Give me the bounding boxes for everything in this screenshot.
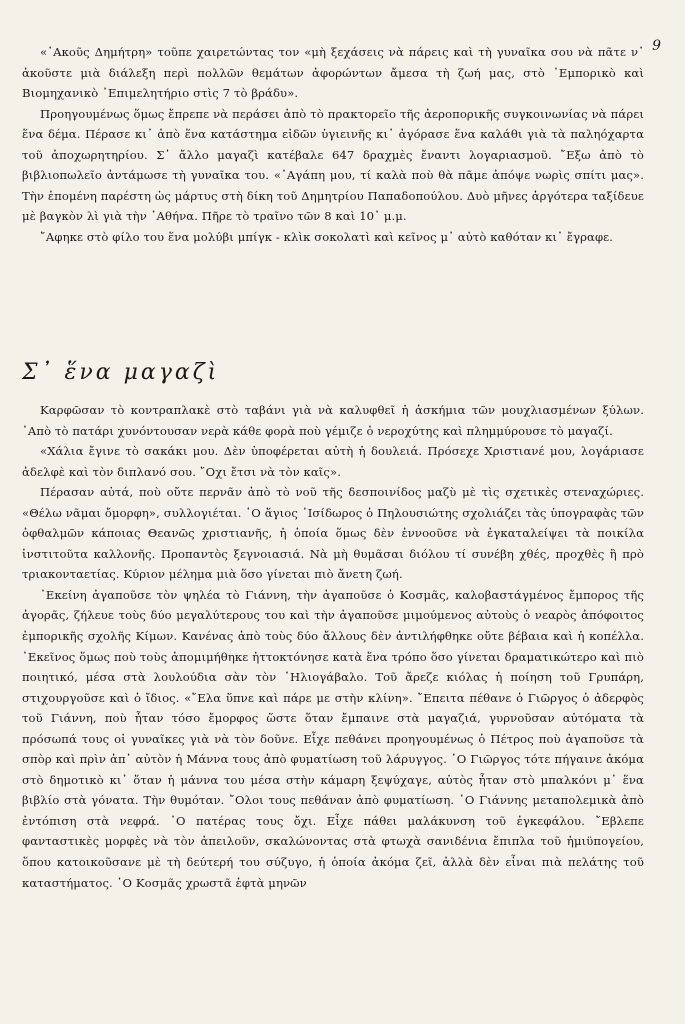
paragraph: ῎Αφηκε στὸ φίλο του ἕνα μολύβι μπίγκ - κλὶκ σοκολατὶ καὶ κεῖνος μ᾿ αὐτὸ καθόταν κι᾿ ἔγραφε.: [40, 229, 614, 244]
paragraph: ᾿Εκείνη ἀγαποῦσε τὸν ψηλέα τὸ Γιάννη, τὴν ἀγαποῦσε ὁ Κοσμᾶς, καλοβαστάγμένος ἔμπορος τῆς ἀγορᾶς, ζήλευε τοὺς δύο μεγαλύτερους του καὶ τὴν ἀγαποῦσε μιμούμενος αὐτοὺς ὁ νεαρὸς ἀπόφοιτος ἐμπορικῆς σχολῆς Κίμων. Κανένας ἀπὸ τοὺς δύο ἄλλους δὲν ἀντιλήφθηκε οὔτε βέβαια καὶ ἡ κοπέλλα. ᾿Εκεῖνος ὅμως ποὺ τοὺς ἀπομιμήθηκε ἠττοκτόνησε κατὰ ἕνα τρόπο ὅσο γίνεται δραματικώτερο καὶ πιὸ ποιητικό, μέσα στὰ λουλούδια σὰν τὸν ῾Ηλιογάβαλο. Τοῦ ἄρεζε κιόλας ἡ ποίηση τοῦ Γρυπάρη, στιχουργοῦσε καὶ ὁ ἴδιος. «῎Ελα ὕπνε καὶ πάρε με στὴν κλίνη». ῎Επειτα πέθανε ὁ Γιῶργος ὁ ἀδερφὸς τοῦ Γιάννη, ποὺ ἦταν τόσο ἔμορφος ὥστε ὅταν ἔμπαινε στὰ μαγαζιά, γυρνοῦσαν αὐτόματα τὰ πρόσωπά τους οἱ γυναῖκες γιὰ νὰ τὸν δοῦνε. Εἶχε πεθάνει προηγουμένως ὁ Πέτρος ποὺ ἀγαποῦσε τὰ σπὸρ καὶ πρὶν ἀπ᾿ αὐτὸν ἡ Μάννα τους ἀπὸ φυματίωση τοῦ λάρυγγος. ῾Ο Γιῶργος τότε πήγαινε ἀκόμα στὸ δημοτικὸ κι᾿ ὅταν ἡ μάννα του μέσα στὴν κάμαρη ξεψύχαγε, αὐτὸς ἦταν στὸ μπαλκόνι μ᾿ ἕνα βιβλίο στὰ γόνατα. Τὴν θυμόταν. ῎Ολοι τους πεθάναν ἀπὸ φυματίωση. ῾Ο Γιάννης μεταπολεμικὰ ἀπὸ ἐντόπιση στὰ νεφρά. ῾Ο πατέρας τους ὄχι. Εἶχε πάθει μαλάκυνση τοῦ ἐγκεφάλου. ῎Εβλεπε φανταστικὲς μορφὲς νὰ τὸν ἀπειλοῦν, σκαλώνοντας στὰ φτωχὰ σανιδένια ἔπιπλα τοῦ ἡμιϋπογείου, ὅπου κατοικοῦσανε μὲ τὴ δεύτερή του σύζυγο, ἡ ὁποία ἀκόμα ζεῖ, ἀλλὰ δὲν εἶναι πιὰ πελάτης τοῦ καταστήματος. ῾Ο Κοσμᾶς χρωστᾶ ἑφτὰ μηνῶν: [22, 587, 644, 890]
paragraph: «Χάλια ἔγινε τὸ σακάκι μου. Δὲν ὑποφέρεται αὐτὴ ἡ δουλειά. Πρόσεχε Χριστιανέ μου, λογάριασε ἀδελφὲ καὶ τὸν διπλανό σου. ῎Οχι ἔτσι νὰ τὸν καῖς».: [22, 444, 644, 479]
page-number: 9: [652, 38, 661, 54]
paragraph: Προηγουμένως ὅμως ἔπρεπε νὰ περάσει ἀπὸ τὸ πρακτορεῖο τῆς ἀεροπορικῆς συγκοινωνίας νὰ πάρει ἕνα δέμα. Πέρασε κι᾿ ἀπὸ ἕνα κατάστημα εἰδῶν ὑγιεινῆς κι᾿ ἀγόρασε ἕνα καλάθι γιὰ τὰ παληόχαρτα τοῦ ἀποχωρητηρίου. Σ᾿ ἄλλο μαγαζὶ κατέβαλε 647 δραχμὲς ἔναντι λογαριασμοῦ. ῎Εξω ἀπὸ τὸ βιβλιοπωλεῖο ἀντάμωσε τὴ γυναῖκα του. «᾿Αγάπη μου, τί καλὰ ποὺ θὰ πᾶμε ἀπόψε νωρὶς σπίτι μας». Τὴν ἑπομένη παρέστη ὡς μάρτυς στὴ δίκη τοῦ Δημητρίου Παπαδοπούλου. Δυὸ μῆνες ἀργότερα ταξίδευε μὲ βαγκὸν λὶ γιὰ τὴν ᾿Αθήνα. Πῆρε τὸ τραῖνο τῶν 8 καὶ 10᾿ μ.μ.: [22, 106, 644, 224]
paragraph: «῾Ακοῦς Δημήτρη» τοῦπε χαιρετώντας τον «μὴ ξεχάσεις νὰ πάρεις καὶ τὴ γυναῖκα σου νὰ πᾶτε ν᾿ ἀκοῦστε μιὰ διάλεξη περὶ πολλῶν θεμάτων ἀφορώντων ἄμεσα τὴ ζωή μας, στὸ ᾿Εμπορικὸ καὶ Βιομηχανικὸ ᾿Επιμελητήριο στὶς 7 τὸ βράδυ».: [22, 45, 644, 101]
section-title: Σ᾿ ἕνα μαγαζὶ: [22, 360, 220, 385]
paragraph: Πέρασαν αὐτά, ποὺ οὔτε περνᾶν ἀπὸ τὸ νοῦ τῆς δεσποινίδος μαζὺ μὲ τὶς σχετικὲς στεναχώριες. «Θέλω νᾶμαι ὄμορφη», συλλογιέται. ῾Ο ἅγιος ᾿Ισίδωρος ὁ Πηλουσιώτης σχολιάζει τὰς ὑπογραφὰς τῶν ὀφθαλμῶν κάποιας Θεανῶς χριστιανῆς, ἡ ὁποία ὅμως δὲν ἐννοοῦσε νὰ ἐγκαταλείψει τὰ ποικίλα ἰνστιτοῦτα καλλονῆς. Προπαντὸς ξεγνοιασιά. Νὰ μὴ θυμᾶσαι διόλου τί συνέβη χθές, προχθὲς ἢ πρὸ τριακονταετίας. Κύριον μέλημα μιὰ ὅσο γίνεται πιὸ ἄνετη ζωή.: [22, 485, 644, 582]
section-body: [22, 400, 644, 893]
intro-text: [22, 42, 644, 247]
paragraph: Καρφῶσαν τὸ κοντραπλακὲ στὸ ταβάνι γιὰ νὰ καλυφθεῖ ἡ ἀσκήμια τῶν μουχλιασμένων ξύλων. ᾿Απὸ τὸ πατάρι χυνόντουσαν νερὰ κάθε φορὰ ποὺ γέμιζε ὁ νεροχύτης καὶ πλημμύρουσε τὸ μαγαζί.: [22, 403, 644, 438]
